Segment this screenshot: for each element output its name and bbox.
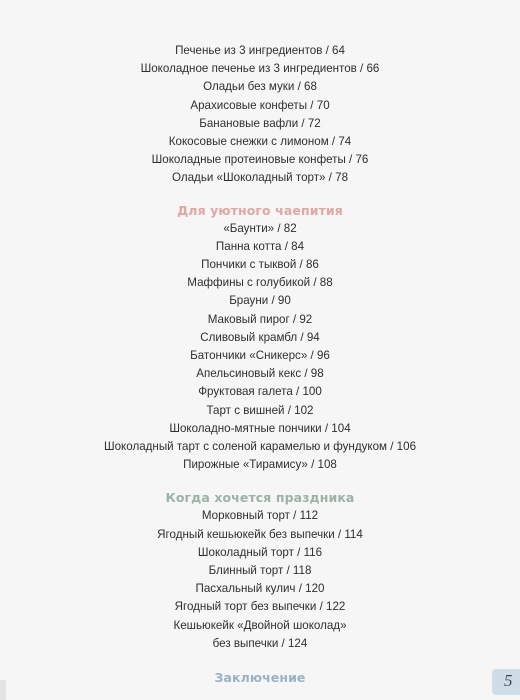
toc-section-4 <box>0 669 520 687</box>
toc-section-3 <box>0 489 520 653</box>
toc-entry[interactable]: Блинный торт / 118 <box>208 564 312 578</box>
toc-entry[interactable]: Шоколадное печенье из 3 ингредиентов / 66 <box>140 62 380 76</box>
section-heading-conclusion[interactable]: Заключение <box>214 670 306 686</box>
toc-entry[interactable]: Сливовый крамбл / 94 <box>200 330 320 344</box>
toc-entry[interactable]: Маковый пирог / 92 <box>207 312 313 326</box>
section-heading-holiday: Когда хочется праздника <box>165 490 355 506</box>
toc-entry[interactable]: Ягодный кешьюкейк без выпечки / 114 <box>157 527 363 541</box>
toc-entry[interactable]: Шоколадные протеиновые конфеты / 76 <box>151 153 369 167</box>
toc-entry[interactable]: Морковный торт / 112 <box>201 509 319 523</box>
toc-entry[interactable]: Панна котта / 84 <box>215 239 305 253</box>
toc-entry[interactable]: «Баунти» / 82 <box>223 221 297 235</box>
toc-entry[interactable]: Печенье из 3 ингредиентов / 64 <box>175 44 345 57</box>
toc-entry[interactable]: Шоколадно-мятные пончики / 104 <box>169 421 351 435</box>
toc-section-2 <box>0 202 520 475</box>
toc-entry[interactable]: Оладьи без муки / 68 <box>203 80 317 94</box>
toc-entry[interactable]: без выпечки / 124 <box>212 636 308 650</box>
section-heading-tea: Для уютного чаепития <box>177 202 343 218</box>
toc-entry[interactable]: Арахисовые конфеты / 70 <box>190 98 330 112</box>
toc-section-1 <box>0 42 520 188</box>
toc-entry[interactable]: Апельсиновый кекс / 98 <box>196 367 324 381</box>
toc-entry[interactable]: Оладьи «Шоколадный торт» / 78 <box>171 171 349 185</box>
toc-entry[interactable]: Пончики с тыквой / 86 <box>201 258 319 272</box>
toc-entry[interactable]: Кешьюкейк «Двойной шоколад» <box>173 618 347 632</box>
toc-entry[interactable]: Тарт с вишней / 102 <box>206 403 314 417</box>
table-of-contents <box>0 42 520 687</box>
toc-entry[interactable]: Пасхальный кулич / 120 <box>195 582 325 596</box>
toc-entry[interactable]: Кокосовые снежки с лимоном / 74 <box>168 135 352 149</box>
toc-entry[interactable]: Маффины с голубикой / 88 <box>187 276 333 290</box>
page-number-tab <box>492 669 520 695</box>
page-corner-shadow <box>0 680 6 700</box>
page-number: 5 <box>504 671 513 690</box>
toc-entry[interactable]: Пирожные «Тирамису» / 108 <box>183 458 337 472</box>
toc-entry[interactable]: Брауни / 90 <box>229 294 291 308</box>
toc-entry[interactable]: Фруктовая галета / 100 <box>198 385 322 399</box>
toc-entry[interactable]: Шоколадный тарт с соленой карамелью и фундуком / 106 <box>103 440 417 454</box>
toc-entry[interactable]: Батончики «Сникерс» / 96 <box>190 349 330 363</box>
toc-entry[interactable]: Банановые вафли / 72 <box>199 116 321 130</box>
toc-entry[interactable]: Ягодный торт без выпечки / 122 <box>174 600 346 614</box>
toc-entry[interactable]: Шоколадный торт / 116 <box>197 545 323 559</box>
